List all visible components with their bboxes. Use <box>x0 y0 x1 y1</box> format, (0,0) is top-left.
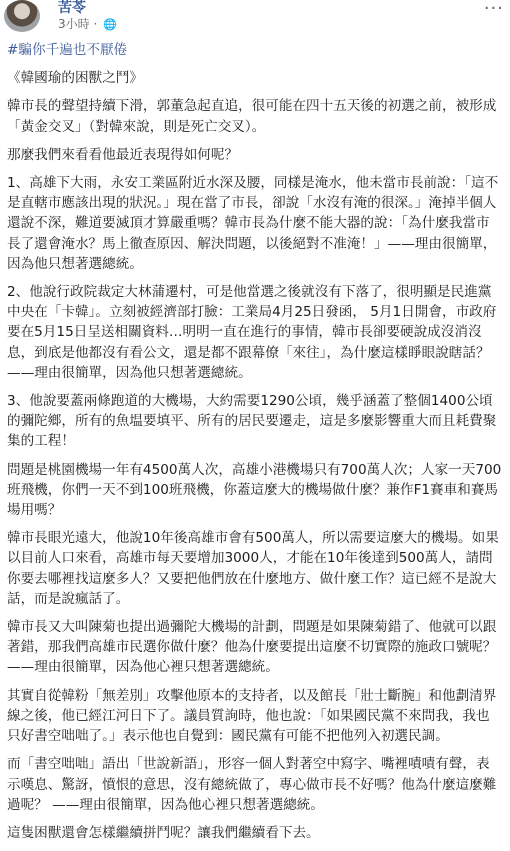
post-paragraph: 2、他說行政院裁定大林蒲遷村，可是他當選之後就沒有下落了，很明顯是民進黨中央在「卡韓」。立刻被經濟部打臉：工業局4月25日發函， 5月1日開會，市政府要在5月15日呈送相關資料…明明一直在進行的事情，韓市長卻要硬說成沒消沒息，到底是他都沒有看公文，還是都不跟幕僚「來往」，為什麼這樣睜眼說瞎話？——理由很簡單，因為他只想著選總統。 <box>7 284 497 381</box>
post-paragraph: 3、他說要蓋兩條跑道的大機場，大約需要1290公頃，幾乎涵蓋了整個1400公頃的彌陀鄉，所有的魚塭要填平、所有的居民要遷走，這是多麼影響重大而且耗費聚集的工程！ <box>7 393 497 450</box>
more-options-icon[interactable]: ··· <box>483 0 504 19</box>
post-meta <box>58 17 117 32</box>
post-paragraph: 而「書空咄咄」語出「世說新語」，形容一個人對著空中寫字、嘴裡嘖嘖有聲，表示嘆息、驚訝，憤恨的意思，沒有總統做了，專心做市長不好嗎？他為什麼這麼難過呢？ ——理由很簡單，因為他心裡只想著選總統。 <box>7 756 497 813</box>
hashtag-link[interactable]: #騙你千遍也不厭倦 <box>7 42 128 58</box>
post-paragraph: 問題是桃園機場一年有4500萬人次，高雄小港機場只有700萬人次；人家一天700班飛機，你們一天不到100班飛機，你蓋這麼大的機場做什麼？兼作F1賽車和賽馬場用嗎？ <box>7 461 502 519</box>
post-paragraph: 《韓國瑜的困獸之鬥》 <box>7 70 143 87</box>
post-paragraph: 其實自從韓粉「無差別」攻擊他原本的支持者，以及館長「壯士斷腕」和他劃清界線之後，他已經江河日下了。議員質詢時，他也說：「如果國民黨不來問我，我也只好書空咄咄了。」表示他也自覺到：國民黨有可能不把他列入初選民調。 <box>7 687 497 745</box>
post-time[interactable]: 3小時 <box>58 17 90 31</box>
globe-icon[interactable]: 🌐 <box>103 18 117 31</box>
post-paragraph: 韓市長又大叫陳菊也提出過彌陀大機場的計劃，問題是如果陳菊錯了、他就可以跟著錯，那我們高雄市民選你做什麼？他為什麼要提出這麼不切實際的施政口號呢？——理由很簡單，因為他心裡只想著選總統。 <box>7 619 497 676</box>
author-name[interactable]: 苦苓 <box>58 0 86 16</box>
post-text <box>7 68 503 843</box>
avatar[interactable] <box>4 0 40 32</box>
post-body <box>7 40 503 851</box>
post-header <box>0 0 510 36</box>
post-paragraph: 韓市長眼光遠大，他說10年後高雄市會有500萬人，所以需要這麼大的機場。如果以目前人口來看，高雄市每天要增加3000人，才能在10年後達到500萬人，請問你要去哪裡找這麼多人？又要把他們放在什麼地方、做什麼工作？這已經不是說大話，而是說瘋話了。 <box>7 530 499 607</box>
post-paragraph: 這隻困獸還會怎樣繼續拼鬥呢？讓我們繼續看下去。 <box>7 824 320 841</box>
post-paragraph: 1、高雄下大雨，永安工業區附近水深及腰，同樣是淹水，他未當市長前說：「這不是直轄市應該出現的狀況。」現在當了市長，卻說「水沒有淹的很深。」淹掉半個人還說不深，難道要滅頂才算嚴重嗎？韓市長為什麼不能大器的說：「為什麼我當市長了還會淹水？馬上徹查原因、解決問題，以後絕對不准淹！」——理由很簡單，因為他只想著選總統。 <box>7 175 499 272</box>
post-paragraph: 那麼我們來看看他最近表現得如何呢？ <box>7 146 239 163</box>
post-paragraph: 韓市長的聲望持續下滑，郭董急起直追，很可能在四十五天後的初選之前，被形成「黃金交叉」（對韓來說，則是死亡交叉）。 <box>7 98 497 135</box>
meta-separator: · <box>93 17 98 31</box>
